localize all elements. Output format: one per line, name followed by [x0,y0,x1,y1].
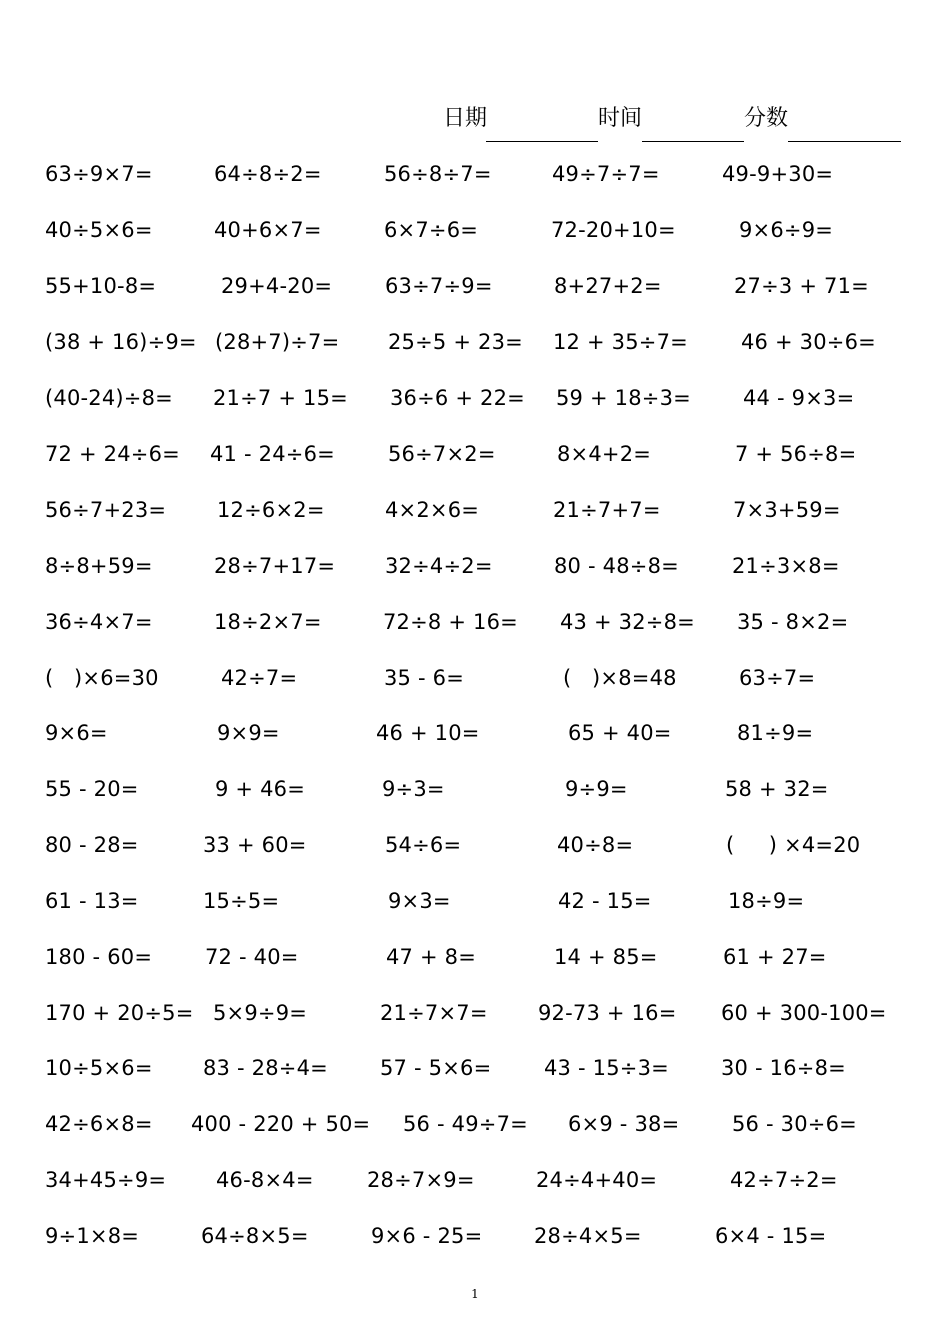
problem-row [0,1109,950,1139]
problem-row [0,718,950,748]
math-problem: 33 + 60= [203,833,307,857]
math-problem: 36÷4×7= [45,610,153,634]
math-problem: ( )×8=48 [563,666,677,690]
problem-row [0,439,950,469]
problem-row [0,551,950,581]
math-problem: 35 - 6= [384,666,465,690]
math-problem: 29+4-20= [221,274,333,298]
math-problem: 4×2×6= [385,498,480,522]
math-problem: 54÷6= [385,833,462,857]
math-problem: 46-8×4= [216,1168,314,1192]
math-problem: 7 + 56÷8= [735,442,857,466]
math-problem: 21÷3×8= [732,554,840,578]
math-problem: 63÷9×7= [45,162,153,186]
math-problem: 9÷1×8= [45,1224,140,1248]
math-problem: 56÷7+23= [45,498,167,522]
problem-row [0,383,950,413]
math-problem: 55+10-8= [45,274,157,298]
math-problem: 40÷8= [557,833,634,857]
math-problem: 80 - 48÷8= [554,554,679,578]
math-problem: 49-9+30= [722,162,834,186]
math-problem: 64÷8÷2= [214,162,322,186]
math-problem: 72 + 24÷6= [45,442,180,466]
math-problem: 41 - 24÷6= [210,442,335,466]
math-problem: 47 + 8= [386,945,477,969]
math-problem: 43 + 32÷8= [560,610,695,634]
math-problem: (40-24)÷8= [45,386,173,410]
problem-row [0,830,950,860]
math-problem: 83 - 28÷4= [203,1056,328,1080]
math-problem: 28÷7+17= [214,554,336,578]
math-problem: 34+45÷9= [45,1168,167,1192]
math-problem: 27÷3 + 71= [734,274,869,298]
math-problem: 65 + 40= [568,721,672,745]
math-problem: (28+7)÷7= [215,330,340,354]
math-problem: 44 - 9×3= [743,386,855,410]
math-problem: 64÷8×5= [201,1224,309,1248]
math-problem: 56 - 49÷7= [403,1112,528,1136]
problem-row [0,774,950,804]
math-problem: 72 - 40= [205,945,299,969]
math-problem: 36÷6 + 22= [390,386,525,410]
math-problem: 10÷5×6= [45,1056,153,1080]
math-problem: 9÷9= [565,777,628,801]
math-problem: 18÷2×7= [214,610,322,634]
math-problem: 12÷6×2= [217,498,325,522]
math-problem: 55 - 20= [45,777,139,801]
math-problem: 9×3= [388,889,451,913]
score-label: 分数 [744,106,789,131]
page-number: 1 [471,1287,479,1301]
math-problem: 5×9÷9= [213,1001,308,1025]
math-problem: 80 - 28= [45,833,139,857]
math-problem: 92-73 + 16= [538,1001,677,1025]
math-problem: 28÷4×5= [534,1224,642,1248]
problem-row [0,942,950,972]
math-problem: 42÷6×8= [45,1112,153,1136]
math-problem: 72-20+10= [551,218,676,242]
problem-row [0,159,950,189]
math-problem: 46 + 30÷6= [741,330,876,354]
math-problem: 24÷4+40= [536,1168,658,1192]
date-label: 日期 [443,106,488,131]
math-problem: 8+27+2= [554,274,662,298]
math-problem: 46 + 10= [376,721,480,745]
math-problem: 43 - 15÷3= [544,1056,669,1080]
math-problem: 8÷8+59= [45,554,153,578]
math-problem: 56÷8÷7= [384,162,492,186]
math-problem: 9×9= [217,721,280,745]
math-problem: 58 + 32= [725,777,829,801]
math-problem: 40+6×7= [214,218,322,242]
math-problem: 9 + 46= [215,777,306,801]
problem-row [0,886,950,916]
problem-row [0,663,950,693]
math-problem: 30 - 16÷8= [721,1056,846,1080]
math-problem: 6×7÷6= [384,218,479,242]
math-problem: 63÷7= [739,666,816,690]
math-problem: 400 - 220 + 50= [191,1112,371,1136]
math-problem: 8×4+2= [557,442,652,466]
problem-row [0,327,950,357]
math-problem: 61 - 13= [45,889,139,913]
math-problem: 21÷7×7= [380,1001,488,1025]
math-problem: 9÷3= [382,777,445,801]
math-problem: (38 + 16)÷9= [45,330,197,354]
math-problem: 60 + 300-100= [721,1001,887,1025]
math-problem: 40÷5×6= [45,218,153,242]
math-problem: 35 - 8×2= [737,610,849,634]
math-problem: 63÷7÷9= [385,274,493,298]
problem-row [0,271,950,301]
problem-row [0,1165,950,1195]
math-problem: 14 + 85= [554,945,658,969]
math-problem: 6×9 - 38= [568,1112,680,1136]
math-problem: 15÷5= [203,889,280,913]
math-problem: 170 + 20÷5= [45,1001,194,1025]
problem-row [0,998,950,1028]
math-problem: 9×6 - 25= [371,1224,483,1248]
math-problem: 59 + 18÷3= [556,386,691,410]
math-problem: 49÷7÷7= [552,162,660,186]
math-problem: 28÷7×9= [367,1168,475,1192]
math-problem: 7×3+59= [733,498,841,522]
math-problem: 42÷7= [221,666,298,690]
math-problem: 6×4 - 15= [715,1224,827,1248]
problem-row [0,495,950,525]
math-problem: 72÷8 + 16= [383,610,518,634]
problem-row [0,607,950,637]
math-problem: 25÷5 + 23= [388,330,523,354]
problem-row [0,1053,950,1083]
math-problem: 57 - 5×6= [380,1056,492,1080]
math-problem: 81÷9= [737,721,814,745]
problem-row [0,1221,950,1251]
math-problem: 18÷9= [728,889,805,913]
time-label: 时间 [598,106,643,131]
math-problem: 12 + 35÷7= [553,330,688,354]
problem-row [0,215,950,245]
math-problem: 56 - 30÷6= [732,1112,857,1136]
math-problem: ( )×6=30 [45,666,159,690]
math-problem: 21÷7+7= [553,498,661,522]
math-problem: 42 - 15= [558,889,652,913]
math-problem: 9×6= [45,721,108,745]
math-problem: 56÷7×2= [388,442,496,466]
math-problem: 21÷7 + 15= [213,386,348,410]
math-problem: 180 - 60= [45,945,153,969]
math-problem: 9×6÷9= [739,218,834,242]
math-problem: 61 + 27= [723,945,827,969]
math-problem: ( ) ×4=20 [726,833,861,857]
math-problem: 32÷4÷2= [385,554,493,578]
math-problem: 42÷7÷2= [730,1168,838,1192]
